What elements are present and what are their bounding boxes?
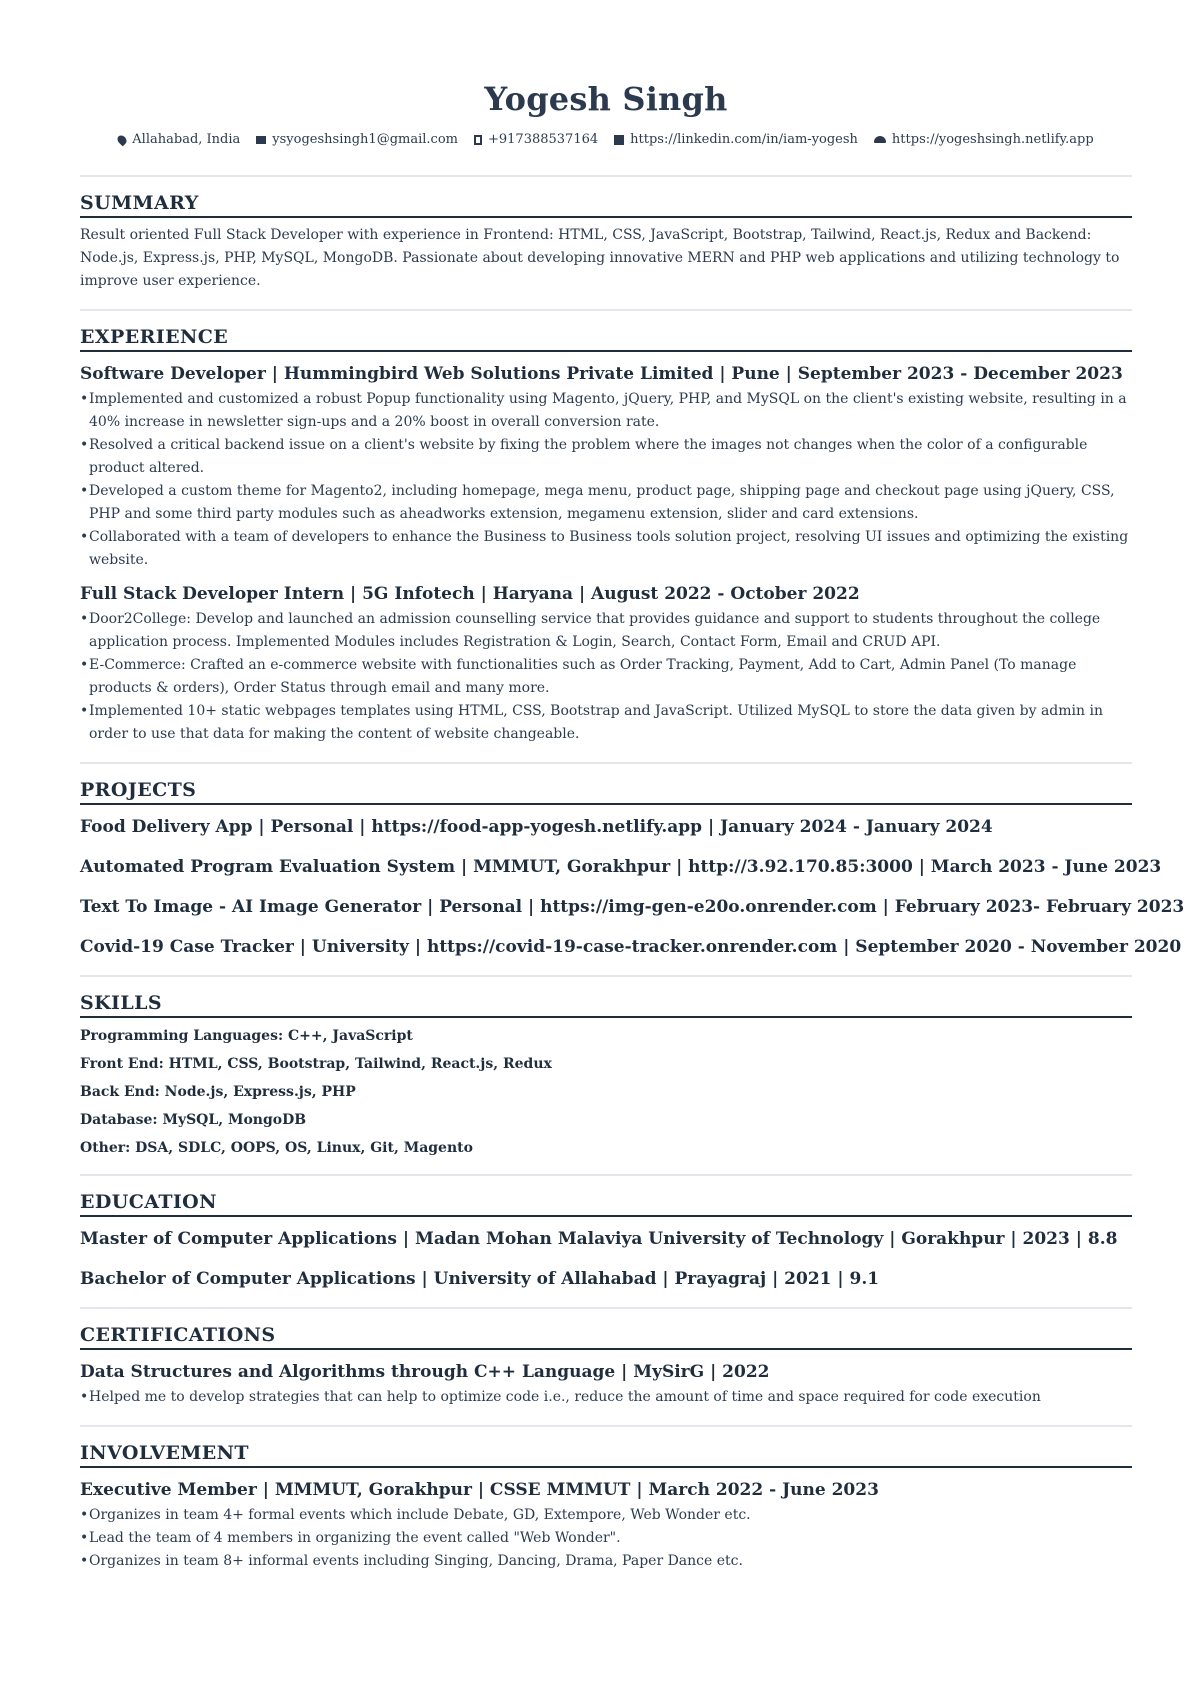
section-title: PROJECTS [80, 778, 1132, 805]
email-icon [256, 136, 266, 144]
contact-linkedin-text[interactable]: https://linkedin.com/in/iam-yogesh [630, 132, 858, 147]
bullet-item: • Door2College: Develop and launched an admission counselling service that provides guidance and support to students throughout the college application process. Implemented Modules includes Registration & Login, Search, Contact Form, Email and CRUD API. [80, 608, 1132, 654]
education-item: Bachelor of Computer Applications | University of Allahabad | Prayagraj | 2021 | 9.1 [80, 1269, 880, 1289]
experience-heading: Software Developer | Hummingbird Web Solutions Private Limited | Pune | September 2023 - December 2023 [80, 364, 1123, 384]
skill-line: Other: DSA, SDLC, OOPS, OS, Linux, Git, Magento [80, 1140, 473, 1156]
bullet-item: • Collaborated with a team of developers to enhance the Business to Business tools solution project, resolving UI issues and optimizing the existing website. [80, 526, 1132, 572]
summary-section [80, 191, 1132, 293]
bullet-item: • E-Commerce: Crafted an e-commerce website with functionalities such as Order Tracking, Payment, Add to Cart, Admin Panel (To manage products & orders), Order Status through email and many more. [80, 654, 1132, 700]
section-title: SKILLS [80, 991, 1132, 1018]
bullet-item: • Resolved a critical backend issue on a client's website by fixing the problem where the images not changes when the color of a configurable product altered. [80, 434, 1132, 480]
project-item: Automated Program Evaluation System | MMMUT, Gorakhpur | http://3.92.170.85:3000 | March 2023 - June 2023 [80, 857, 1162, 877]
experience-entry [80, 362, 1132, 572]
project-item: Covid-19 Case Tracker | University | https://covid-19-case-tracker.onrender.com | September 2020 - November 2020 [80, 937, 1182, 957]
candidate-name: Yogesh Singh [484, 80, 728, 118]
bullet-item: • Implemented 10+ static webpages templates using HTML, CSS, Bootstrap and JavaScript. Utilized MySQL to store the data given by admin in order to use that data for making the content of website changeable. [80, 700, 1132, 746]
section-divider [80, 1307, 1132, 1309]
location-pin-icon [116, 133, 129, 146]
contact-website[interactable] [874, 132, 1094, 147]
header-divider [80, 175, 1132, 177]
section-divider [80, 1174, 1132, 1176]
contact-website-text[interactable]: https://yogeshsingh.netlify.app [891, 132, 1094, 147]
contact-location-text: Allahabad, India [132, 132, 241, 147]
website-icon [874, 136, 886, 143]
experience-heading: Full Stack Developer Intern | 5G Infotech | Haryana | August 2022 - October 2022 [80, 584, 860, 604]
contact-phone[interactable] [474, 132, 598, 147]
section-title: INVOLVEMENT [80, 1441, 1132, 1468]
skill-line: Front End: HTML, CSS, Bootstrap, Tailwind, React.js, Redux [80, 1056, 552, 1072]
section-divider [80, 309, 1132, 311]
resume-page [80, 0, 1185, 1573]
experience-entry [80, 582, 1132, 746]
skill-line: Programming Languages: C++, JavaScript [80, 1028, 413, 1044]
summary-text: Result oriented Full Stack Developer with experience in Frontend: HTML, CSS, JavaScript, Bootstrap, Tailwind, React.js, Redux and Backend: Node.js, Express.js, PHP, MySQL, MongoDB. Passionate about developing innovative MERN and PHP web applications and utilizing technology to improve user experience. [80, 227, 1120, 289]
contact-location [118, 132, 240, 147]
education-item: Master of Computer Applications | Madan Mohan Malaviya University of Technology | Gorakhpur | 2023 | 8.8 [80, 1229, 1118, 1249]
phone-icon [474, 135, 482, 145]
resume-header [80, 0, 1132, 147]
experience-bullets [80, 388, 1132, 572]
certification-bullets [80, 1386, 1132, 1409]
bullet-item: • Lead the team of 4 members in organizing the event called "Web Wonder". [80, 1527, 1132, 1550]
bullet-item: • Organizes in team 8+ informal events including Singing, Dancing, Drama, Paper Dance etc. [80, 1550, 1132, 1573]
involvement-bullets [80, 1504, 1132, 1573]
section-title: SUMMARY [80, 191, 1132, 218]
experience-bullets [80, 608, 1132, 746]
project-item: Food Delivery App | Personal | https://food-app-yogesh.netlify.app | January 2024 - January 2024 [80, 817, 993, 837]
section-divider [80, 975, 1132, 977]
skill-line: Back End: Node.js, Express.js, PHP [80, 1084, 356, 1100]
education-section [80, 1190, 1132, 1291]
bullet-item: • Helped me to develop strategies that can help to optimize code i.e., reduce the amount of time and space required for code execution [80, 1386, 1132, 1409]
section-divider [80, 762, 1132, 764]
section-title: EXPERIENCE [80, 325, 1132, 352]
section-title: EDUCATION [80, 1190, 1132, 1217]
linkedin-icon [614, 135, 624, 145]
experience-section [80, 325, 1132, 746]
section-divider [80, 1425, 1132, 1427]
involvement-section [80, 1441, 1132, 1573]
bullet-item: • Organizes in team 4+ formal events which include Debate, GD, Extempore, Web Wonder etc. [80, 1504, 1132, 1527]
bullet-item: • Developed a custom theme for Magento2, including homepage, mega menu, product page, shipping page and checkout page using jQuery, CSS, PHP and some third party modules such as aheadworks extension, megamenu extension, slider and card extensions. [80, 480, 1132, 526]
section-title: CERTIFICATIONS [80, 1323, 1132, 1350]
contact-email[interactable] [256, 132, 458, 147]
project-item: Text To Image - AI Image Generator | Personal | https://img-gen-e20o.onrender.com | February 2023- February 2023 [80, 897, 1185, 917]
projects-section [80, 778, 1185, 959]
bullet-item: • Implemented and customized a robust Popup functionality using Magento, jQuery, PHP, and MySQL on the client's existing website, resulting in a 40% increase in newsletter sign-ups and a 20% boost in overall conversion rate. [80, 388, 1132, 434]
contact-email-text[interactable]: ysyogeshsingh1@gmail.com [272, 132, 458, 147]
certification-heading: Data Structures and Algorithms through C++ Language | MySirG | 2022 [80, 1362, 770, 1382]
skill-line: Database: MySQL, MongoDB [80, 1112, 307, 1128]
contact-phone-text[interactable]: +917388537164 [487, 132, 599, 147]
contact-bar [80, 132, 1132, 147]
certifications-section [80, 1323, 1132, 1409]
involvement-heading: Executive Member | MMMUT, Gorakhpur | CSSE MMMUT | March 2022 - June 2023 [80, 1480, 879, 1500]
skills-section [80, 991, 1132, 1158]
contact-linkedin[interactable] [614, 132, 858, 147]
